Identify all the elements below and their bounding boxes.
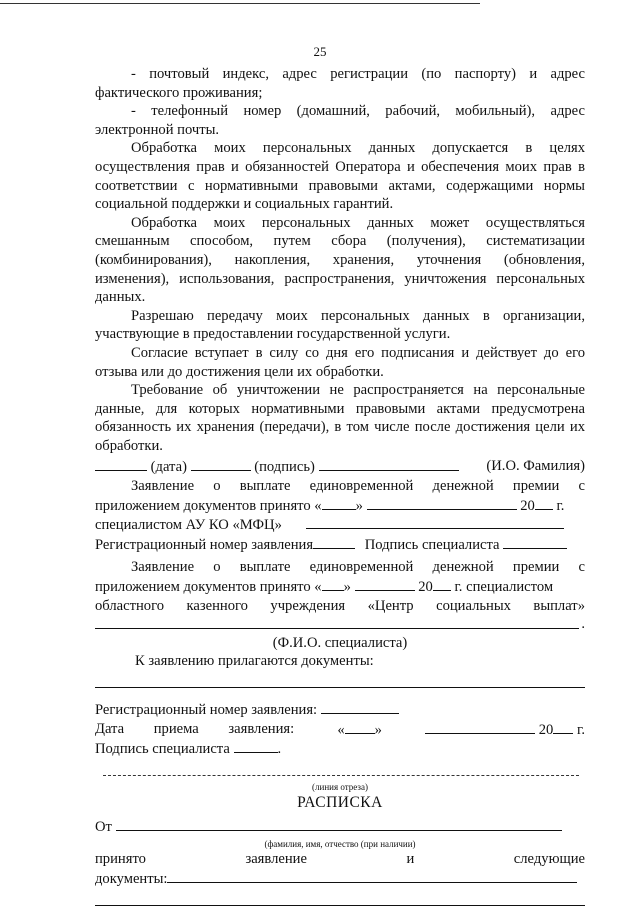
csp-accept-line2: приложением документов принято « » 20 г. специалистом (95, 579, 554, 596)
csp-name-blank[interactable] (95, 615, 579, 629)
csp-year-blank[interactable] (433, 577, 451, 591)
attached-docs-blank[interactable] (95, 675, 585, 688)
receipt-accepted-line: принято заявление и следующие (95, 851, 585, 868)
mfc-year-blank[interactable] (535, 496, 553, 510)
paragraph-transfer: Разрешаю передачу моих персональных данных в организации, участвующие в предоставлении государственной услуги. (95, 307, 585, 343)
signature-line (95, 457, 585, 477)
csp-month-blank[interactable] (355, 577, 415, 591)
document-body (95, 65, 585, 906)
specialist-signature-line: Подпись специалиста . (95, 741, 282, 758)
regnum-blank[interactable] (321, 700, 399, 714)
mfc-day-blank[interactable] (322, 496, 356, 510)
specialist-fio-caption: (Ф.И.О. специалиста) (272, 634, 408, 651)
csp-accept-line1: Заявление о выплате единовременной денежной премии с (131, 559, 585, 576)
specialist-signature-blank[interactable] (234, 739, 278, 753)
name-caption: (И.О. Фамилия) (486, 458, 585, 475)
signature-caption: (подпись) (254, 459, 315, 476)
signature-blank[interactable] (191, 457, 251, 471)
cut-line (103, 775, 579, 776)
date-caption: (дата) (150, 459, 187, 476)
accept-year-blank[interactable] (553, 720, 573, 734)
accept-month-blank[interactable] (425, 720, 535, 734)
receipt-docs-line: документы: (95, 869, 585, 889)
mfc-regnum-line: Регистрационный номер заявления Подпись специалиста (95, 535, 585, 555)
cut-line-label: (линия отреза) (312, 781, 368, 792)
accept-day-blank[interactable] (345, 720, 375, 734)
csp-day-blank[interactable] (322, 577, 344, 591)
name-blank[interactable] (319, 457, 459, 471)
bullet-phone: - телефонный номер (домашний, рабочий, мобильный), адрес электронной почты. (95, 103, 585, 138)
mfc-signature-blank[interactable] (503, 535, 567, 549)
mfc-month-blank[interactable] (367, 496, 517, 510)
csp-name-line: . (95, 615, 585, 634)
mfc-accept-line1: Заявление о выплате единовременной денежной премии с (131, 478, 585, 495)
mfc-regnum-blank[interactable] (313, 535, 355, 549)
receipt-fio-caption: (фамилия, имя, отчество (при наличии) (264, 839, 416, 850)
bullet-address: - почтовый индекс, адрес регистрации (по паспорту) и адрес фактического проживания; (95, 66, 585, 101)
date-blank[interactable] (95, 457, 147, 471)
paragraph-destruction: Требование об уничтожении не распространяется на персональные данные, для которых нормативными правовыми актами предусмотрена обязанность их хранения (передачи), в том числе после достижения цели их обработки. (95, 382, 585, 454)
mfc-specialist-blank[interactable] (306, 515, 564, 529)
paragraph-methods: Обработка моих персональных данных может осуществляться смешанным способом, путем сбора (получения), систематизации (комбинирования), накопления, хранения, уточнения (обновления, изменения), использования, распространения, уничтожения персональных данных. (95, 214, 585, 306)
receipt-from-blank[interactable] (116, 817, 562, 831)
regnum-line: Регистрационный номер заявления: (95, 700, 585, 720)
receipt-docs-blank[interactable] (167, 869, 577, 883)
accept-date-line: Дата приема заявления: « » 20 г. (95, 720, 585, 738)
paragraph-purpose: Обработка моих персональных данных допускается в целях осуществления прав и обязанностей Оператора и обеспечения моих прав в соответствии с нормативными правовыми актами, содержащими нормы социальной поддержки и социальных гарантий. (95, 140, 585, 213)
receipt-from-line: От (95, 817, 585, 837)
attached-docs-label: К заявлению прилагаются документы: (135, 653, 374, 670)
csp-org-line: областного казенного учреждения «Центр социальных выплат» (95, 597, 585, 614)
top-rule (0, 3, 480, 4)
receipt-docs-blank-2[interactable] (95, 893, 585, 906)
mfc-accept-line2: приложением документов принято « » 20 г. (95, 497, 565, 514)
mfc-specialist-line: специалистом АУ КО «МФЦ» (95, 515, 585, 535)
receipt-title: РАСПИСКА (297, 793, 383, 811)
paragraph-validity: Согласие вступает в силу со дня его подписания и действует до его отзыва или до достижения цели их обработки. (95, 344, 585, 380)
page-number: 25 (313, 44, 327, 59)
